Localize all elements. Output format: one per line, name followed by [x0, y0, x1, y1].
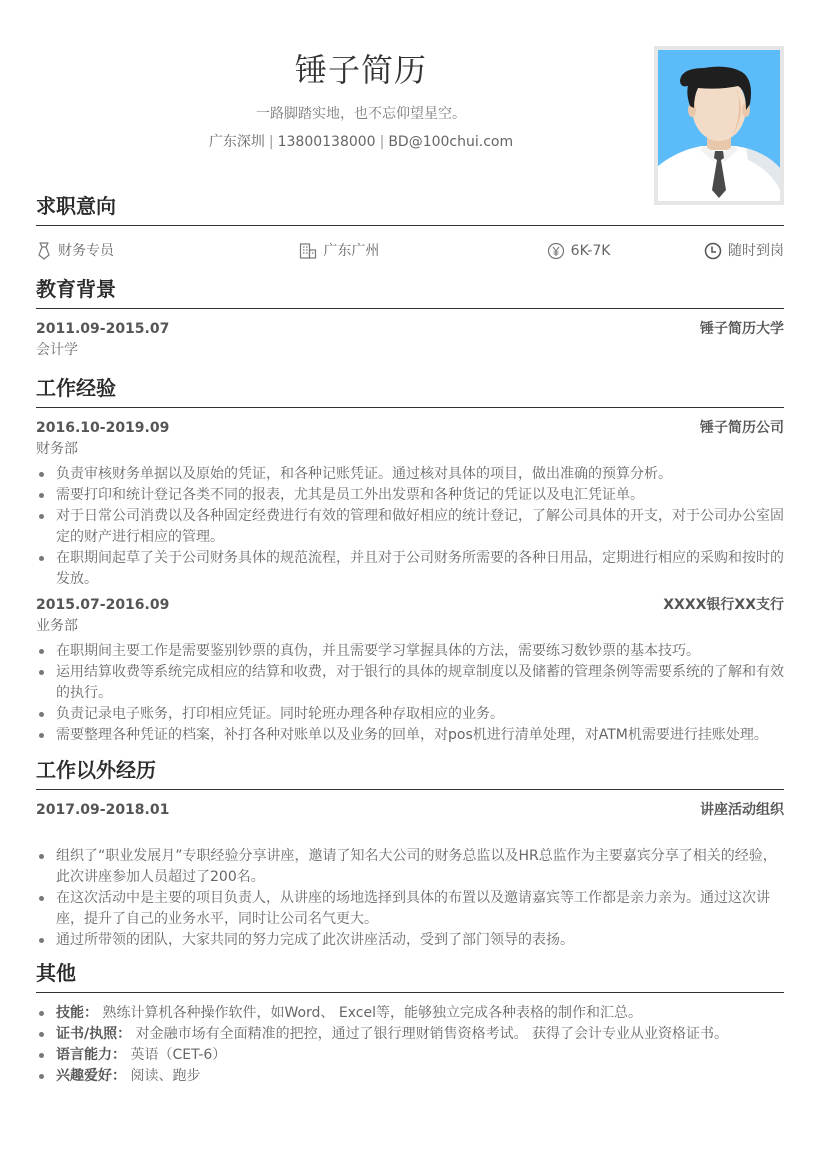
bullet-item: 组织了“职业发展月”专职经验分享讲座，邀请了知名大公司的财务总监以及HR总监作为主要嘉宾分享了相关的经验，此次讲座参加人员超过了200名。 [36, 846, 784, 888]
intent-row [36, 240, 784, 262]
bullet-item: 运用结算收费等系统完成相应的结算和收费，对于银行的具体的规章制度以及储蓄的管理条例等需要系统的了解和有效的执行。 [36, 662, 784, 704]
entry-bullets [36, 464, 784, 590]
bullet-item: 负责审核财务单据以及原始的凭证，和各种记账凭证。通过核对具体的项目，做出准确的预算分析。 [36, 464, 784, 485]
intent-city-label: 广东广州 [323, 243, 380, 259]
work-entry [36, 594, 784, 746]
entry-major: 会计学 [36, 342, 78, 358]
item-text: 英语（CET-6） [130, 1047, 227, 1063]
contact-email: BD@100chui.com [388, 134, 514, 150]
section-education [36, 275, 784, 361]
intent-position [36, 240, 176, 262]
bullet-item: 在这次活动中是主要的项目负责人，从讲座的场地选择到具体的布置以及邀请嘉宾等工作都是亲力亲为。通过这次讲座，提升了自己的业务水平，同时让公司名气更大。 [36, 888, 784, 930]
bullet-item: 对于日常公司消费以及各种固定经费进行有效的管理和做好相应的统计登记，了解公司具体的开支，对于公司办公室固定的财产进行相应的管理。 [36, 506, 784, 548]
yen-icon [547, 242, 565, 260]
extra-entry [36, 799, 784, 951]
intent-position-label: 财务专员 [58, 243, 114, 259]
item-label: 证书/执照： [56, 1026, 132, 1042]
item-text: 对金融市场有全面精准的把控，通过了银行理财销售资格考试。 获得了会计专业从业资格证书。 [135, 1026, 729, 1042]
section-other [36, 959, 784, 1087]
intent-city [299, 240, 419, 262]
bullet-item: 通过所带领的团队，大家共同的努力完成了此次讲座活动，受到了部门领导的表扬。 [36, 930, 784, 951]
entry-date: 2017.09-2018.01 [36, 802, 170, 818]
bullet-item: 需要整理各种凭证的档案，补打各种对账单以及业务的回单，对pos机进行清单处理，对ATM机需要进行挂账处理。 [36, 725, 784, 746]
entry-date: 2015.07-2016.09 [36, 597, 170, 613]
bullet-item: 在职期间主要工作是需要鉴别钞票的真伪，并且需要学习掌握具体的方法，需要练习数钞票的基本技巧。 [36, 641, 784, 662]
entry-org: 锤子简历公司 [700, 420, 784, 436]
section-title: 其他 [36, 959, 784, 993]
clock-icon [704, 242, 722, 260]
section-job-intent [36, 192, 784, 262]
intent-salary-label: 6K-7K [570, 243, 611, 259]
intent-availability [704, 240, 784, 262]
intent-availability-label: 随时到岗 [727, 243, 784, 259]
profile-photo [654, 46, 784, 205]
section-title: 工作经验 [36, 374, 784, 408]
separator: | [379, 134, 385, 150]
tie-icon [36, 242, 52, 260]
bullet-item: 需要打印和统计登记各类不同的报表，尤其是员工外出发票和各种货记的凭证以及电汇凭证单。 [36, 485, 784, 506]
contact-line [36, 132, 686, 152]
contact-location: 广东深圳 [208, 134, 265, 150]
entry-date: 2011.09-2015.07 [36, 321, 170, 337]
bullet-item: 负责记录电子账务，打印相应凭证。同时轮班办理各种存取相应的业务。 [36, 704, 784, 725]
entry-org: XXXX银行XX支行 [663, 597, 784, 613]
section-title: 教育背景 [36, 275, 784, 309]
avatar-illustration-icon [658, 50, 780, 201]
other-list [36, 1003, 784, 1087]
intent-salary [547, 240, 667, 262]
candidate-name: 锤子简历 [294, 51, 427, 89]
education-entry [36, 318, 784, 361]
building-icon [299, 242, 317, 260]
separator: | [268, 134, 274, 150]
item-label: 语言能力： [56, 1047, 126, 1063]
other-item-certificates [36, 1024, 784, 1045]
item-label: 技能： [56, 1005, 98, 1021]
resume-header [36, 48, 686, 152]
contact-phone: 13800138000 [277, 134, 376, 150]
entry-bullets [36, 641, 784, 746]
entry-department: 业务部 [36, 618, 78, 634]
entry-org: 讲座活动组织 [700, 802, 784, 818]
section-title: 求职意向 [36, 192, 784, 226]
other-item-skills [36, 1003, 784, 1024]
work-entry [36, 417, 784, 590]
other-item-languages [36, 1045, 784, 1066]
other-item-hobbies [36, 1066, 784, 1087]
item-label: 兴趣爱好： [56, 1068, 126, 1084]
item-text: 阅读、跑步 [130, 1068, 201, 1084]
section-title: 工作以外经历 [36, 756, 784, 790]
item-text: 熟练计算机各种操作软件，如Word、 Excel等，能够独立完成各种表格的制作和汇总。 [102, 1005, 642, 1021]
entry-org: 锤子简历大学 [700, 321, 784, 337]
entry-bullets [36, 846, 784, 951]
section-work-experience [36, 374, 784, 746]
entry-department: 财务部 [36, 441, 78, 457]
section-extra-experience [36, 756, 784, 951]
bullet-item: 在职期间起草了关于公司财务具体的规范流程，并且对于公司财务所需要的各种日用品，定期进行相应的采购和按时的发放。 [36, 548, 784, 590]
motto: 一路脚踏实地，也不忘仰望星空。 [256, 106, 466, 122]
entry-date: 2016.10-2019.09 [36, 420, 170, 436]
